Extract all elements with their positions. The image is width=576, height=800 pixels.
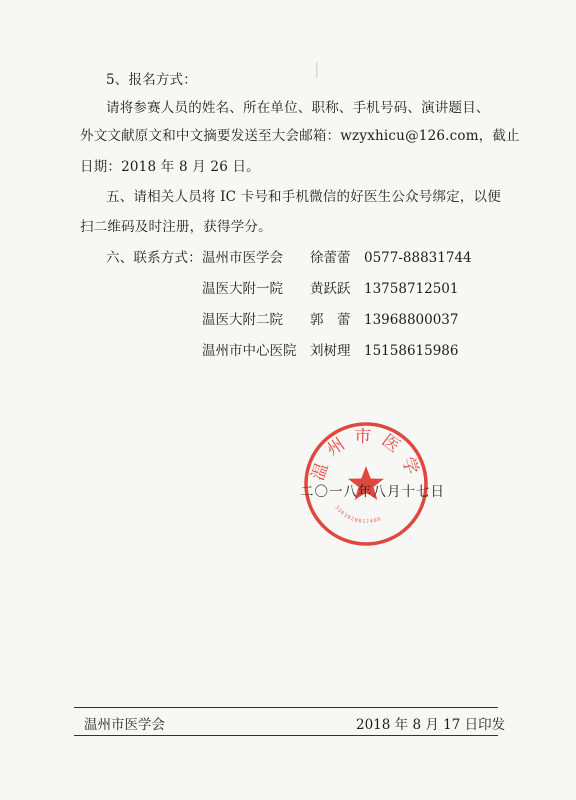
contact-phone: 13968800037: [364, 312, 459, 328]
seal-text: 温州市医学: [308, 426, 425, 486]
contact-phone: 0577-88831744: [364, 250, 472, 266]
scan-mark: [315, 62, 319, 78]
contact-name: 黄跃跃: [310, 281, 351, 297]
paragraph-line: 请将参赛人员的姓名、所在单位、职称、手机号码、演讲题目、: [106, 100, 490, 116]
contact-org: 温医大附一院: [202, 281, 283, 297]
contact-row: [0, 248, 576, 268]
contacts-label: 六、联系方式：: [106, 250, 202, 266]
contact-name: 徐蕾蕾: [310, 250, 351, 266]
signature-date: 二〇一八年八月十七日: [300, 484, 445, 500]
section-heading-registration: 5、报名方式：: [106, 72, 197, 88]
paragraph-line: 外文文献原文和中文摘要发送至大会邮箱：wzyxhicu@126.com，截止: [80, 128, 520, 144]
contact-phone: 15158615986: [364, 343, 459, 359]
paragraph-line: 日期：2018 年 8 月 26 日。: [80, 159, 260, 175]
contact-org: 温州市医学会: [202, 250, 283, 266]
contact-name: 郭 蕾: [310, 312, 351, 328]
contact-row: [0, 279, 576, 299]
contact-row: [0, 310, 576, 330]
footer-issue-date: 2018 年 8 月 17 日印发: [356, 717, 506, 733]
seal-number: 3303020017400: [333, 504, 383, 526]
paragraph-line: 五、请相关人员将 IC 卡号和手机微信的好医生公众号绑定，以便: [106, 189, 501, 205]
contact-phone: 13758712501: [364, 281, 459, 297]
contact-org: 温医大附二院: [202, 312, 283, 328]
footer-top-rule: [74, 707, 498, 708]
contact-row: [0, 341, 576, 361]
paragraph-line: 扫二维码及时注册，获得学分。: [80, 219, 272, 235]
footer-issuer: 温州市医学会: [84, 717, 165, 733]
footer-bottom-rule: [74, 735, 498, 736]
contact-org: 温州市中心医院: [202, 343, 297, 359]
contact-name: 刘树理: [310, 343, 351, 359]
